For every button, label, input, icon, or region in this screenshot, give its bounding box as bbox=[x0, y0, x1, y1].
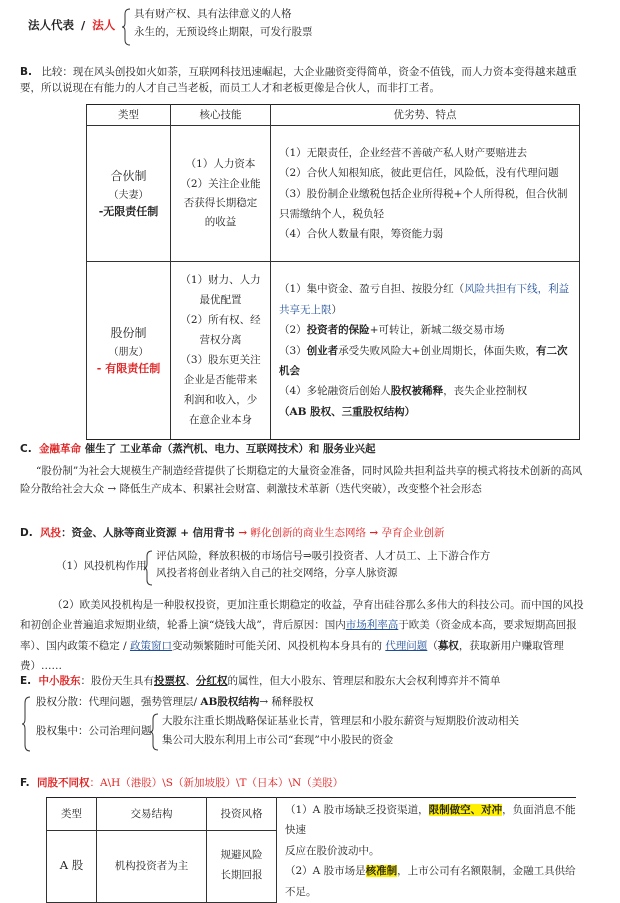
header-style: 投资风格 bbox=[207, 798, 277, 831]
table-row-partnership bbox=[87, 126, 580, 262]
highlight-short-restriction: 限制做空、对冲 bbox=[428, 804, 503, 816]
risk-sharing-note: 风险共担有下线，利益共享无上限 bbox=[279, 283, 570, 316]
brace-icon bbox=[150, 713, 160, 751]
cell-shareholding-type: 股份制（朋友） - 有限责任制 bbox=[87, 262, 171, 440]
brace-icon bbox=[22, 696, 32, 752]
section-d-title: D. 风投：资金、人脉等商业资源 + 信用背书 → 孵化创新的商业生态网络 → 孕育企业创新 bbox=[20, 527, 445, 539]
cell-partnership-adv: （1）无限责任，企业经营不善破产私人财产要赔进去 （2）合伙人知根知底，彼此更信任，风险低，没有代理问题 （3）股份制企业缴税包括企业所得税+个人所得税，但合伙制只需缴纳个人，税负轻 （4）合伙人数量有限，筹资能力弱 bbox=[271, 126, 580, 262]
brace-icon bbox=[122, 8, 132, 46]
highlight-approval-system: 核准制 bbox=[365, 865, 398, 878]
section-c-title: C. 金融革命 催生了 工业革命（蒸汽机、电力、互联网技术）和 服务业兴起 bbox=[20, 443, 376, 455]
legal-person-line-1: 具有财产权、具有法律意义的人格 bbox=[134, 8, 292, 20]
link-agency-problem: 代理问题 bbox=[385, 639, 428, 652]
header-structure: 交易结构 bbox=[97, 798, 207, 831]
header-type: 类型 bbox=[87, 105, 171, 126]
section-e-title: E. 中小股东：股份天生具有投票权、分红权的属性，但大小股东、管理层和股东大会权利博弈并不简单 bbox=[20, 675, 501, 687]
shareholder-structure-block: 股权分散：代理问题，强势管理层/ AB股权结构→ 稀释股权 股权集中：公司治理问题 大股东注重长期战略保证基业长青，管理层和小股东薪资与短期股价波动相关 集公司大股东利用上市公司“套现”中小股民的资金 bbox=[22, 694, 592, 756]
legal-person-label: 法人代表 / 法人 bbox=[28, 18, 116, 32]
brace-icon bbox=[144, 550, 154, 586]
legal-person-block bbox=[28, 6, 588, 50]
header-type: 类型 bbox=[47, 798, 97, 831]
cell-shareholding-skill: （1）财力、人力最优配置 （2）所有权、经营权分离 （3）股东更关注企业是否能带来利润和收入，少在意企业本身 bbox=[171, 262, 271, 440]
cell-partnership-type: 合伙制（夫妻） -无限责任制 bbox=[87, 126, 171, 262]
cell-partnership-skill: （1）人力资本 （2）关注企业能否获得长期稳定的收益 bbox=[171, 126, 271, 262]
section-b-paragraph: B. 比较：现在风头创投如火如荼，互联网科技迅速崛起，大企业融资变得简单，资金不值钱，而人力资本变得越来越重要，所以说现在有能力的人才自己当老板，而员工人才和老板更像是合伙人，而非打工者。 bbox=[20, 66, 577, 95]
section-c-paragraph: “股份制”为社会大规模生产制造经营提供了长期稳定的大量资金准备，同时风险共担利益共享的模式将技术创新的高风险分散给社会大众 → 降低生产成本、积累社会财富、刺激技术革新（迭代突破），改变整个社会形态 bbox=[20, 465, 583, 496]
cell-shareholding-adv: （1）集中资金、盈亏自担、按股分红（风险共担有下线，利益共享无上限） （2）投资者的保险+可转让，新城二级交易市场 （3）创业者承受失败风险大+创业周期长，体面失败，有二次机会 （4）多轮融资后创始人股权被稀释，丧失企业控制权 （AB 股权、三重股权结构） bbox=[271, 262, 580, 440]
link-policy-window: 政策窗口 bbox=[129, 639, 172, 652]
dispersed-equity-line: 股权分散：代理问题，强势管理层/ AB股权结构→ 稀释股权 bbox=[36, 696, 314, 708]
table-row-shareholding bbox=[87, 262, 580, 440]
section-d-paragraph-2: （2）欧美风投机构是一种股权投资，更加注重长期稳定的收益，孕育出硅谷那么多伟大的科技公司。而中国的风投和初创企业普遍追求短期业绩，轮番上演“烧钱大战”，背后原因：国内市场利率高于欧美（资金成本高，要求短期高回报率）、国内政策不稳定 / 政策窗口变动频繁随时可能关闭、风投机构本身具有的 代理问题（募权，获取新用户赚取管理费）…… bbox=[20, 599, 584, 673]
comparison-table bbox=[86, 104, 580, 440]
link-market-rate: 市场利率高 bbox=[345, 619, 399, 632]
legal-person-line-2: 永生的，无预设终止期限，可发行股票 bbox=[134, 26, 313, 38]
header-advantages: 优劣势、特点 bbox=[271, 105, 580, 126]
header-skill: 核心技能 bbox=[171, 105, 271, 126]
section-f-title: F. 同股不同权：A\H（港股）\S（新加坡股）\T（日本）\N（美股） bbox=[20, 777, 344, 789]
vc-mechanism-block: （1）风投机构作用 评估风险，释放积极的市场信号⇒吸引投资者、人才员工、上下游合作方 风投者将创业者纳入自己的社交网络，分享人脉资源 bbox=[56, 548, 596, 588]
a-share-table bbox=[46, 797, 576, 903]
table-row-a-share: A 股 机构投资者为主 规避风险 长期回报 bbox=[47, 830, 577, 902]
a-share-notes: （1）A 股市场缺乏投资渠道，限制做空、对冲，负面消息不能快速 反应在股价波动中。 （2）A 股市场是核准制，上市公司有名额限制，金融工具供给不足。 bbox=[277, 798, 577, 903]
